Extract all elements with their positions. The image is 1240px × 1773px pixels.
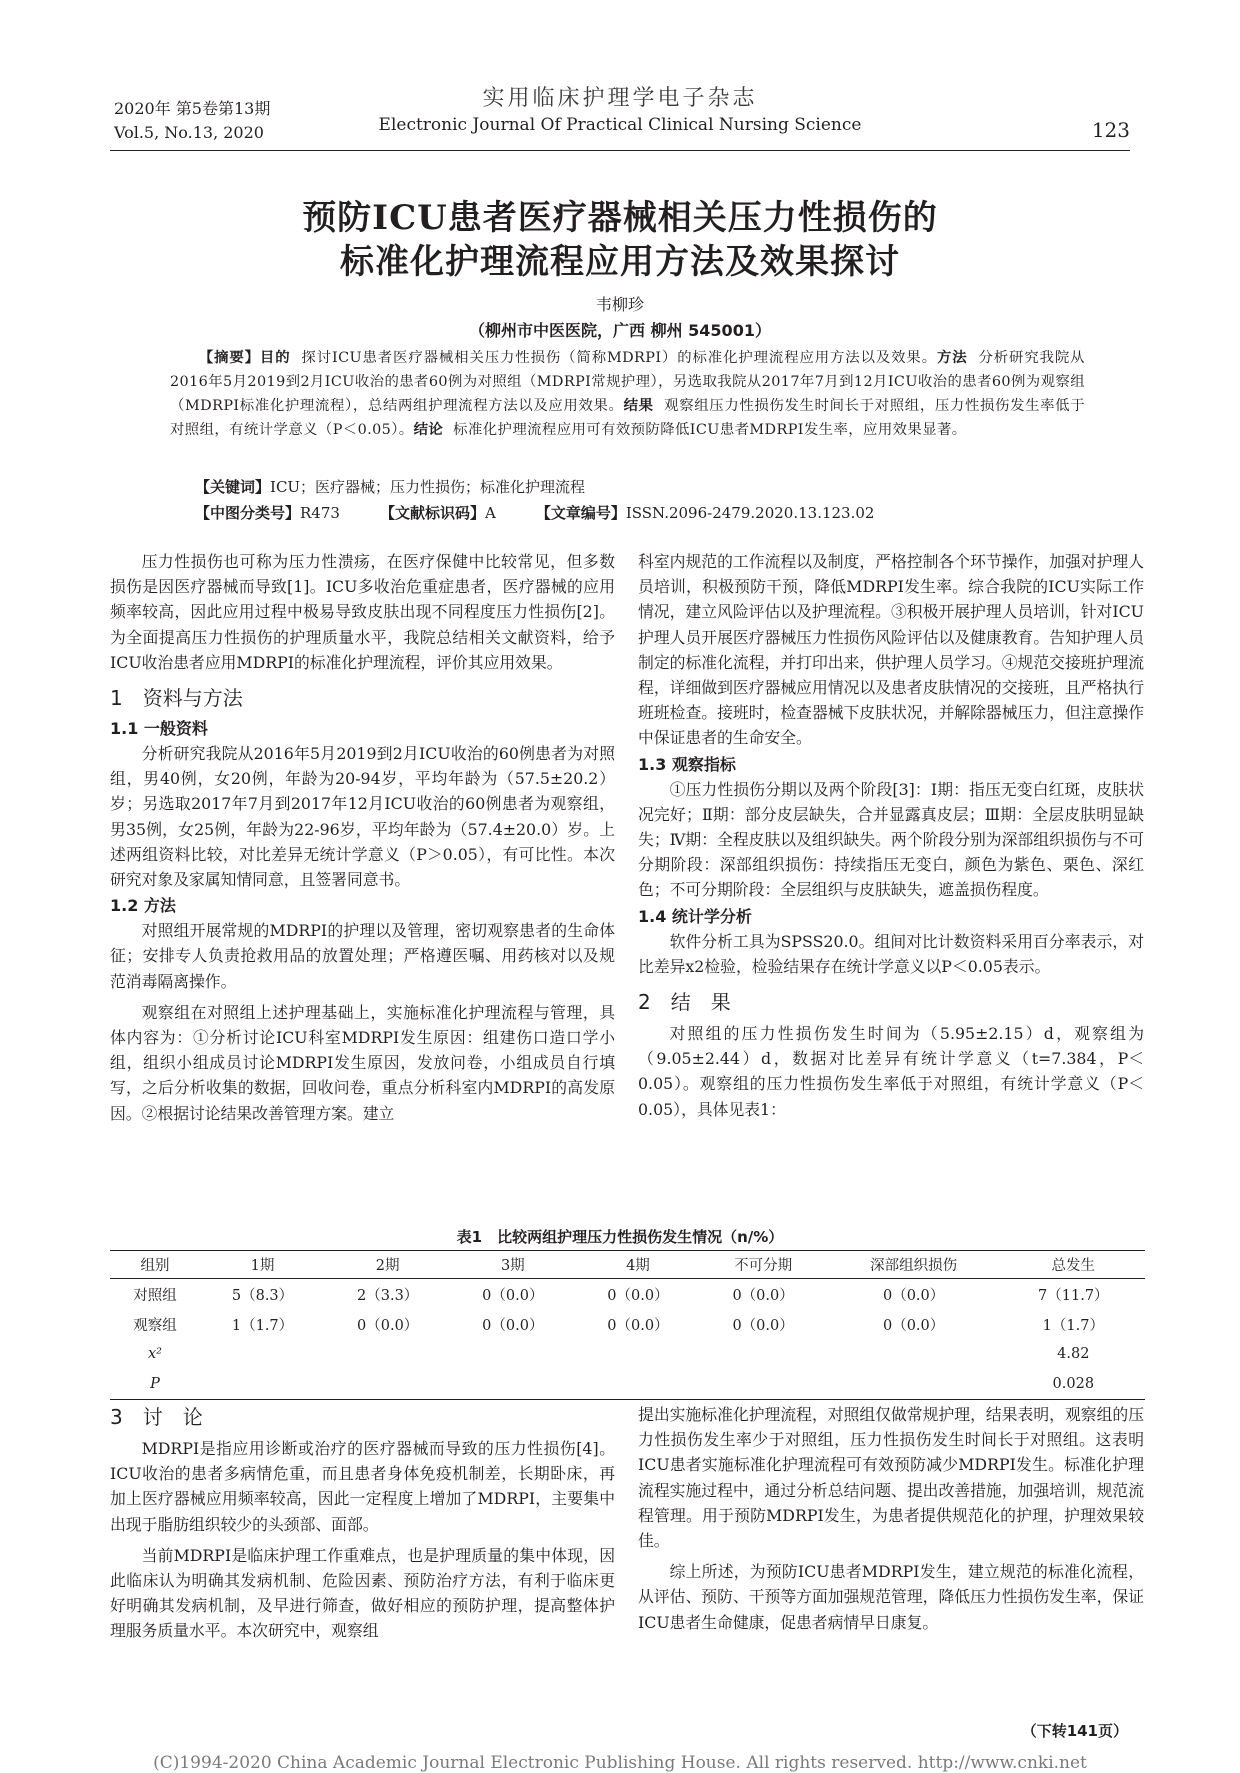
table-1	[110, 1250, 1145, 1400]
body-column-right-bottom	[638, 1402, 1144, 1635]
stat-label: P	[110, 1369, 200, 1400]
table-row-control	[110, 1279, 1145, 1310]
keywords-text: ICU；医疗器械；压力性损伤；标准化护理流程	[270, 478, 586, 496]
table-cell: 0（0.0）	[607, 1287, 669, 1304]
title-line-2: 标准化护理流程应用方法及效果探讨	[340, 242, 900, 282]
issue-en: Vol.5, No.13, 2020	[114, 123, 264, 142]
stat-label: x²	[147, 1346, 162, 1362]
doc-code-label: 【文献标识码】	[379, 504, 485, 522]
intro-paragraph: 压力性损伤也可称为压力性溃疡，在医疗保健中比较常见，但多数损伤是因医疗器械而导致[1]。ICU多收治危重症患者，医疗器械的应用频率较高，因此应用过程中极易导致皮肤出现不同程度压力性损伤[2]。为全面提高压力性损伤的护理质量水平，我院总结相关文献资料，给予ICU收治患者应用MDRPI的标准化护理流程，评价其应用效果。	[110, 552, 615, 672]
clc-value: R473	[300, 504, 340, 522]
issue-info	[114, 97, 270, 145]
doc-code-value: A	[484, 504, 496, 522]
section-1-2-para-2-cont: 科室内规范的工作流程以及制度，严格控制各个环节操作，加强对护理人员培训，积极预防干预，降低MDRPI发生率。综合我院的ICU实际工作情况，建立风险评估以及护理流程。③积极开展护理人员培训，针对ICU护理人员开展医疗器械压力性损伤风险评估以及健康教育。告知护理人员制定的标准化流程，并打印出来，供护理人员学习。④规范交接班护理流程，详细做到医疗器械应用情况以及患者皮肤情况的交接班，且严格执行班班检查。接班时，检查器械下皮肤状况，并解除器械压力，但注意操作中保证患者的生命安全。	[638, 552, 1144, 748]
table-header-cell: 3期	[450, 1251, 575, 1279]
clc-label: 【中图分类号】	[195, 504, 301, 522]
section-1-heading: 1 资料与方法	[110, 686, 243, 711]
header-rule	[110, 150, 1130, 151]
stat-value: 4.82	[1057, 1346, 1090, 1362]
classification	[195, 502, 874, 523]
issue-cn: 2020年 第5卷第13期	[114, 99, 271, 118]
table-cell: 0（0.0）	[882, 1287, 945, 1304]
table-cell: 5（8.3）	[231, 1287, 294, 1304]
table-header-cell: 4期	[575, 1251, 700, 1279]
table-header-cell: 1期	[200, 1251, 325, 1279]
table-cell: 0（0.0）	[482, 1317, 544, 1334]
section-1-1-text: 分析研究我院从2016年5月2019到2月ICU收治的60例患者为对照组，男40例，女20例，年龄为20-94岁，平均年龄为（57.5±20.2）岁；另选取2017年7月到2017年12月ICU收治的60例患者为观察组，男35例，女25例，年龄为22-96岁，平均年龄为（57.4±20.0）岁。上述两组资料比较，对比差异无统计学意义（P＞0.05），有可比性。本次研究对象及家属知情同意，且签署同意书。	[110, 744, 615, 890]
table-cell: 观察组	[133, 1317, 177, 1334]
section-3-para-2: 当前MDRPI是临床护理工作重难点，也是护理质量的集中体现，因此临床认为明确其发病机制、危险因素、预防治疗方法，有利于临床更好明确其发病机制，及早进行筛查，做好相应的预防护理，提高整体护理服务质量水平。本次研究中，观察组	[110, 1545, 615, 1641]
table-row-p-value	[110, 1369, 1145, 1400]
keywords	[195, 476, 585, 497]
section-1-2-heading: 1.2 方法	[110, 896, 176, 916]
page-number: 123	[1091, 118, 1130, 142]
table-cell: 0（0.0）	[607, 1317, 669, 1334]
table-row-chi-square	[110, 1339, 1145, 1369]
conclusion-text: 标准化护理流程应用可有效预防降低ICU患者MDRPI发生率，应用效果显著。	[453, 422, 967, 438]
purpose-text: 探讨ICU患者医疗器械相关压力性损伤（简称MDRPI）的标准化护理流程应用方法以及效果。	[301, 350, 937, 366]
conclusion-label: 结论	[413, 422, 444, 438]
section-1-4-heading: 1.4 统计学分析	[638, 906, 752, 926]
table-header-row	[110, 1251, 1145, 1279]
methods-label: 方法	[937, 350, 968, 366]
table-cell: 0（0.0）	[357, 1317, 419, 1334]
journal-name-en: Electronic Journal Of Practical Clinical Nursing Science	[378, 115, 862, 135]
results-text: 观察组压力性损伤发生时间长于对照组，压力性损伤发生率低于对照组，有统计学意义（P＜0.05）。	[170, 398, 1086, 438]
section-3-heading: 3 讨 论	[110, 1405, 203, 1429]
table-header-cell: 2期	[325, 1251, 450, 1279]
section-1-1-heading: 1.1 一般资料	[110, 719, 208, 739]
abstract-label: 【摘要】	[198, 350, 260, 366]
author: 韦柳珍	[595, 295, 644, 314]
journal-name-cn: 实用临床护理学电子杂志	[482, 86, 758, 111]
table-1-caption: 表1 比较两组护理压力性损伤发生情况（n/%）	[456, 1228, 784, 1246]
section-1-3-heading: 1.3 观察指标	[638, 754, 736, 774]
stat-value: 0.028	[1002, 1369, 1145, 1400]
table-header-cell: 不可分期	[701, 1251, 826, 1279]
title-line-1: 预防ICU患者医疗器械相关压力性损伤的	[302, 198, 938, 238]
body-column-right-top	[638, 549, 1144, 1122]
keywords-label: 【关键词】	[195, 478, 271, 496]
table-cell: 7（11.7）	[1038, 1287, 1109, 1304]
article-id-value: ISSN.2096-2479.2020.13.123.02	[625, 504, 875, 522]
table-header-cell: 深部组织损伤	[826, 1251, 1002, 1279]
table-header-cell: 总发生	[1002, 1251, 1145, 1279]
section-1-4-text: 软件分析工具为SPSS20.0。组间对比计数资料采用百分率表示，对比差异x2检验，检验结果存在统计学意义以P＜0.05表示。	[638, 931, 1144, 976]
article-title	[150, 196, 1090, 284]
section-3-para-1: MDRPI是指应用诊断或治疗的医疗器械而导致的压力性损伤[4]。ICU收治的患者多病情危重，而且患者身体免疫机制差，长期卧床，再加上医疗器械应用频率较高，因此一定程度上增加了MDRPI，主要集中出现于脂肪组织较少的头颈部、面部。	[110, 1439, 615, 1534]
body-column-left-top	[110, 549, 615, 1126]
table-cell: 0（0.0）	[482, 1287, 544, 1304]
affiliation: （柳州市中医医院，广西 柳州 545001）	[469, 321, 771, 340]
table-cell: 1（1.7）	[1042, 1317, 1104, 1334]
table-cell: 0（0.0）	[732, 1317, 794, 1334]
section-1-3-text: ①压力性损伤分期以及两个阶段[3]：Ⅰ期：指压无变白红斑，皮肤状况完好；Ⅱ期：部分皮层缺失，合并显露真皮层；Ⅲ期：全层皮肤明显缺失；Ⅳ期：全程皮肤以及组织缺失。两个阶段分别为深部组织损伤与不可分期阶段：深部组织损伤：持续指压无变白，颜色为紫色、栗色、深红色；不可分期阶段：全层组织与皮肤缺失，遮盖损伤程度。	[638, 779, 1144, 900]
table-cell: 1（1.7）	[231, 1317, 294, 1334]
table-cell: 0（0.0）	[732, 1287, 794, 1304]
table-cell: 对照组	[133, 1287, 177, 1304]
section-1-2-para-1: 对照组开展常规的MDRPI的护理以及管理，密切观察患者的生命体征；安排专人负责抢救用品的放置处理；严格遵医嘱、用药核对以及规范消毒隔离操作。	[110, 921, 615, 991]
results-label: 结果	[623, 398, 654, 414]
table-cell: 2（3.3）	[357, 1287, 419, 1304]
methods-text: 分析研究我院从2016年5月2019到2月ICU收治的患者60例为对照组（MDRPI常规护理），另选取我院从2017年7月到12月ICU收治的患者60例为观察组（MDRPI标准化护理流程），总结两组护理流程方法以及应用效果。	[170, 350, 1085, 414]
section-3-para-3: 综上所述，为预防ICU患者MDRPI发生，建立规范的标准化流程，从评估、预防、干预等方面加强规范管理，降低压力性损伤发生率，保证ICU患者生命健康，促患者病情早日康复。	[638, 1562, 1144, 1632]
article-id-label: 【文章编号】	[535, 504, 626, 522]
section-1-2-para-2: 观察组在对照组上述护理基础上，实施标准化护理流程与管理，具体内容为：①分析讨论ICU科室MDRPI发生原因：组建伤口造口学小组，组织小组成员讨论MDRPI发生原因，发放问卷，小组成员自行填写，之后分析收集的数据，回收问卷，重点分析科室内MDRPI的高发原因。②根据讨论结果改善管理方案。建立	[110, 1002, 615, 1123]
copyright-footer: (C)1994-2020 China Academic Journal Electronic Publishing House. All rights reserved. http://www.cnki.net	[153, 1753, 1087, 1773]
purpose-label: 目的	[259, 350, 291, 366]
table-header-cell: 组别	[110, 1251, 200, 1279]
section-2-heading: 2 结 果	[638, 990, 731, 1015]
section-2-text: 对照组的压力性损伤发生时间为（5.95±2.15）d，观察组为（9.05±2.44）d，数据对比差异有统计学意义（t=7.384，P＜0.05）。观察组的压力性损伤发生率低于对照组，有统计学意义（P＜0.05），具体见表1：	[638, 1024, 1144, 1119]
journal-name	[330, 86, 910, 138]
table-cell: 0（0.0）	[882, 1317, 945, 1334]
body-column-left-bottom	[110, 1402, 615, 1644]
table-row-observation	[110, 1309, 1145, 1339]
continued-note: （下转141页）	[1021, 1722, 1128, 1740]
abstract	[170, 346, 1085, 442]
section-3-para-2-cont: 提出实施标准化护理流程，对照组仅做常规护理，结果表明，观察组的压力性损伤发生率少于对照组，压力性损伤发生时间长于对照组。这表明ICU患者实施标准化护理流程可有效预防减少MDRPI发生。标准化护理流程实施过程中，通过分析总结问题、提出改善措施，加强培训，规范流程管理。用于预防MDRPI发生，为患者提供规范化的护理，护理效果较佳。	[638, 1405, 1144, 1551]
